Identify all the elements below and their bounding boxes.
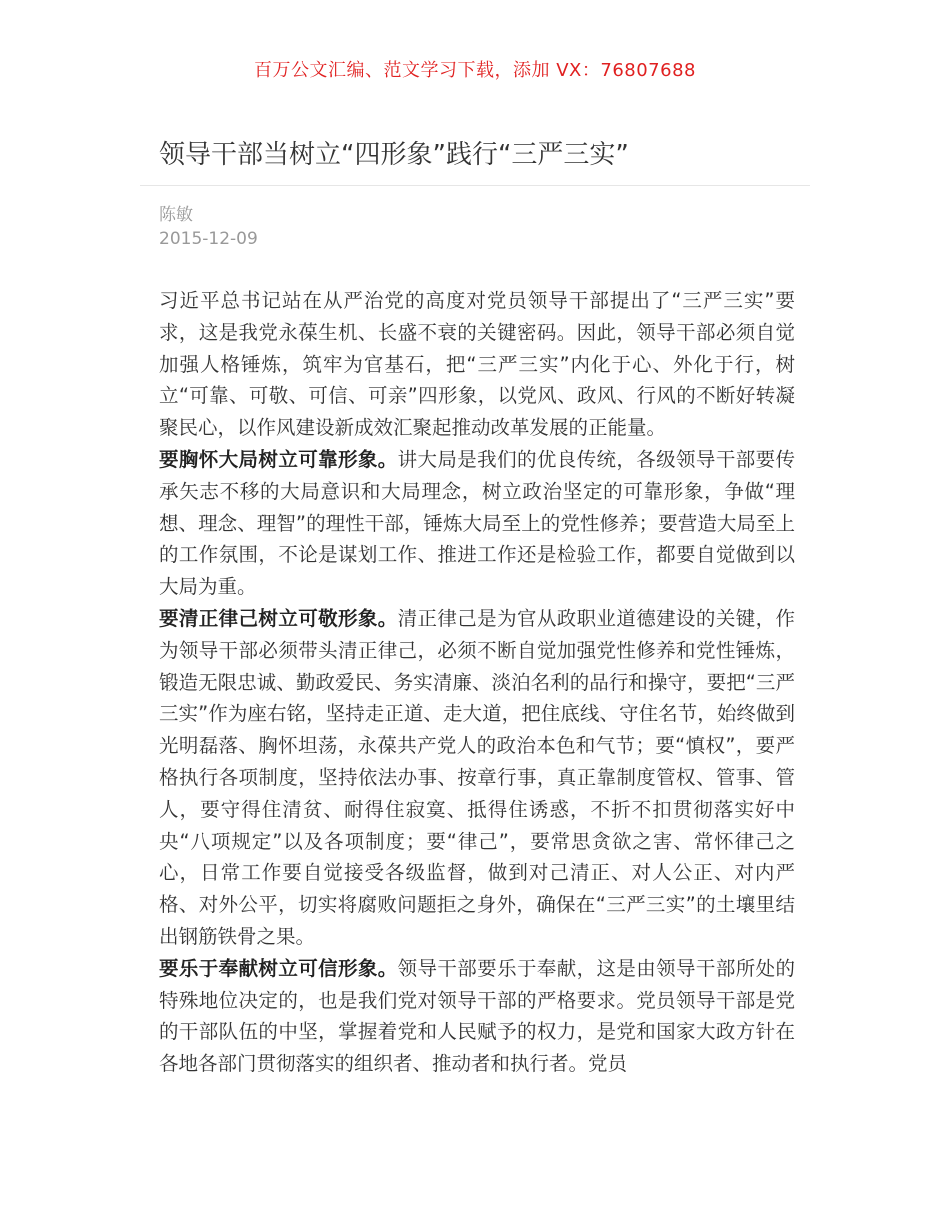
section-heading: 要乐于奉献树立可信形象。 <box>159 956 398 980</box>
section-heading: 要清正律己树立可敬形象。 <box>159 606 398 630</box>
intro-paragraph: 习近平总书记站在从严治党的高度对党员领导干部提出了“三严三实”要求，这是我党永葆生机、长盛不衰的关键密码。因此，领导干部必须自觉加强人格锤炼，筑牢为官基石，把“三严三实”内化于心、外化于行，树立“可靠、可敬、可信、可亲”四形象，以党风、政风、行风的不断好转凝聚民心，以作风建设新成效汇聚起推动改革发展的正能量。 <box>159 289 795 440</box>
section-text: 领导干部要乐于奉献，这是由领导干部所处的特殊地位决定的，也是我们党对领导干部的严格要求。党员领导干部是党的干部队伍的中坚，掌握着党和人民赋予的权力，是党和国家大政方针在各地各部门贯彻落实的组织者、推动者和执行者。党员 <box>159 956 795 1076</box>
article-meta <box>159 203 258 251</box>
section-text: 清正律己是为官从政职业道德建设的关键，作为领导干部必须带头清正律己，必须不断自觉加强党性修养和党性锤炼，锻造无限忠诚、勤政爱民、务实清廉、淡泊名利的品行和操守，要把“三严三实”作为座右铭，坚持走正道、走大道，把住底线、守住名节，始终做到光明磊落、胸怀坦荡，永葆共产党人的政治本色和气节；要“慎权”，要严格执行各项制度，坚持依法办事、按章行事，真正靠制度管权、管事、管人，要守得住清贫、耐得住寂寞、抵得住诱惑，不折不扣贯彻落实好中央“八项规定”以及各项制度；要“律己”，要常思贪欲之害、常怀律己之心，日常工作要自觉接受各级监督，做到对己清正、对人公正、对内严格、对外公平，切实将腐败问题拒之身外，确保在“三严三实”的土壤里结出钢筋铁骨之果。 <box>159 606 795 948</box>
article-date: 2015-12-09 <box>159 229 258 249</box>
section-paragraph <box>159 603 795 953</box>
section-text: 讲大局是我们的优良传统，各级领导干部要传承矢志不移的大局意识和大局理念，树立政治坚定的可靠形象，争做“理想、理念、理智”的理性干部，锤炼大局至上的党性修养；要营造大局至上的工作氛围，不论是谋划工作、推进工作还是检验工作，都要自觉做到以大局为重。 <box>159 447 795 599</box>
section-paragraph <box>159 444 795 603</box>
watermark-banner: 百万公文汇编、范文学习下载，添加 VX：76807688 <box>254 60 696 81</box>
article-title: 领导干部当树立“四形象”践行“三严三实” <box>159 140 629 170</box>
article-body <box>159 285 795 1080</box>
title-divider <box>140 185 810 186</box>
article-author: 陈敏 <box>159 205 193 225</box>
section-heading: 要胸怀大局树立可靠形象。 <box>159 447 398 471</box>
section-paragraph <box>159 953 795 1080</box>
